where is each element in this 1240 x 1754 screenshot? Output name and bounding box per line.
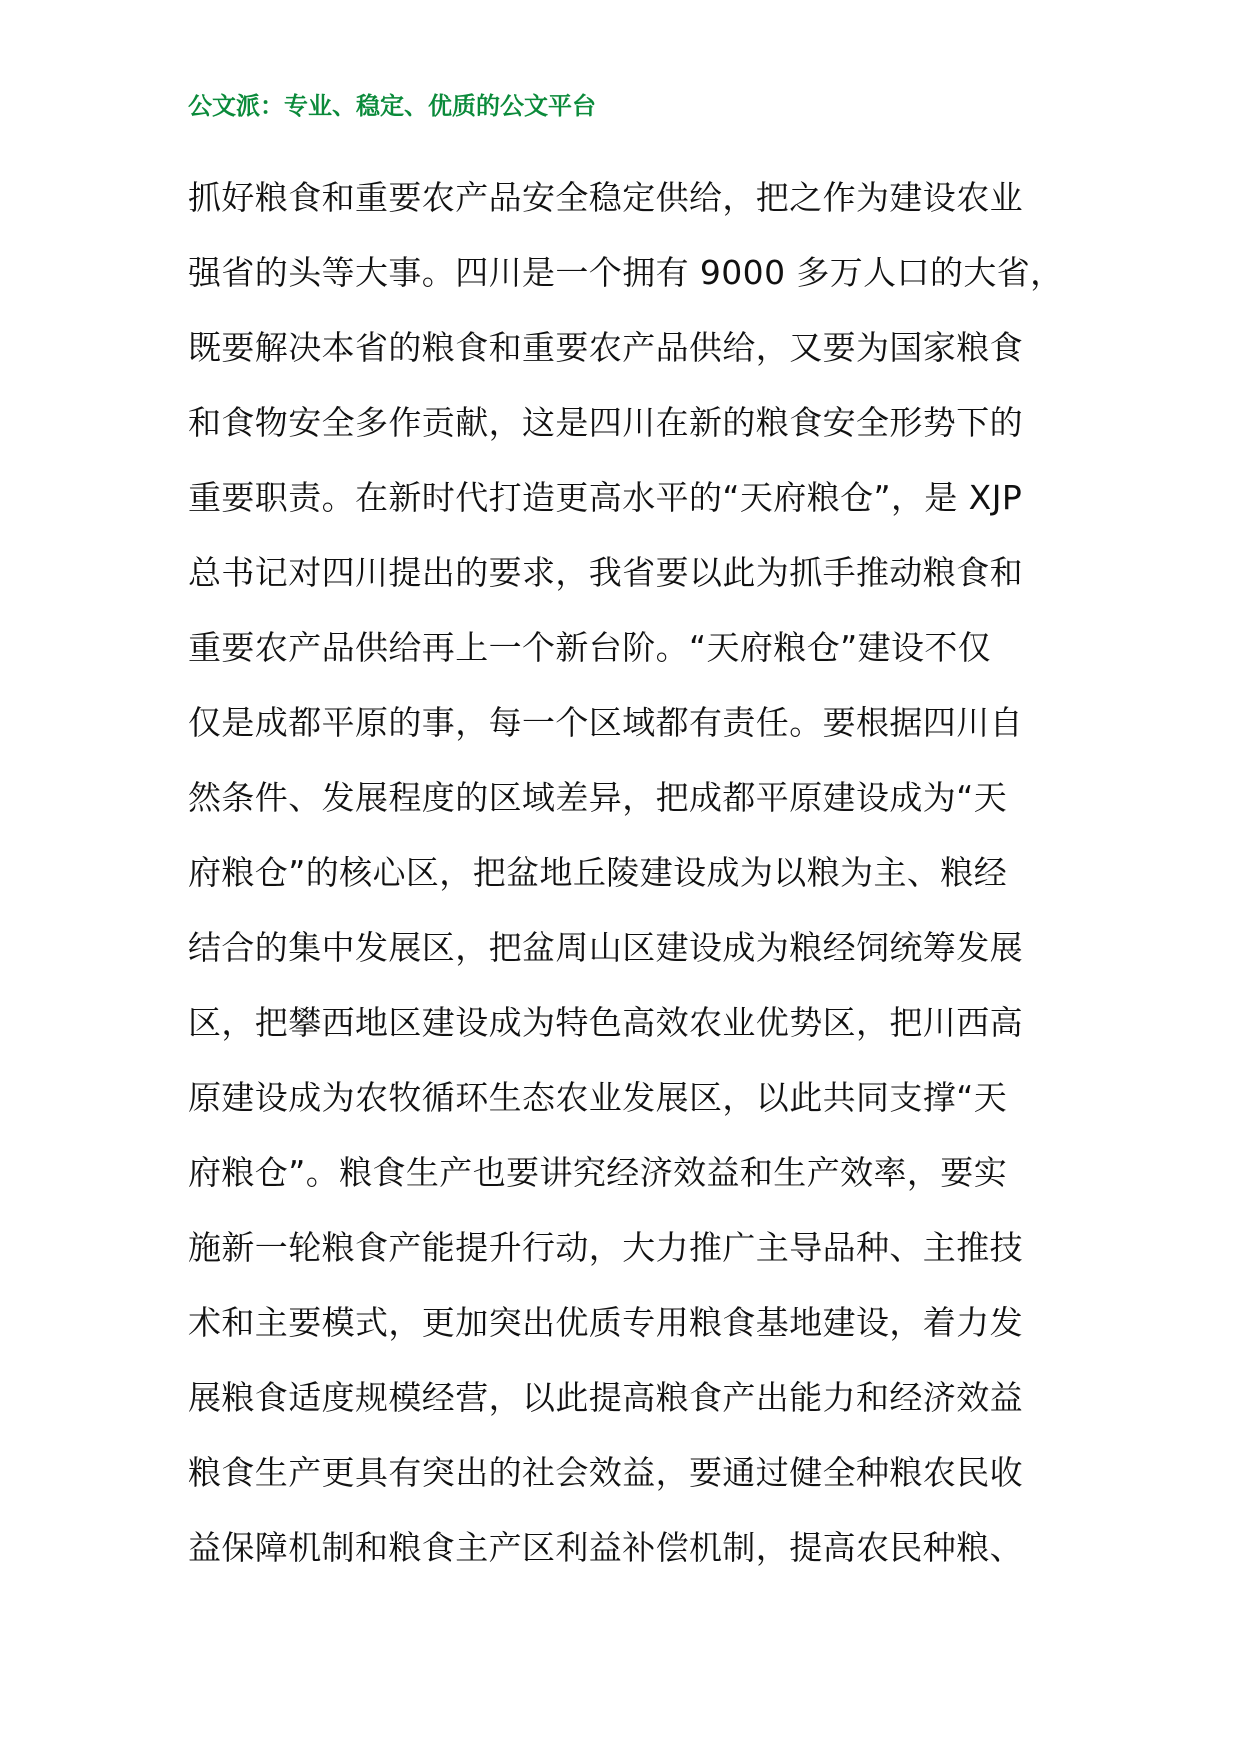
- paragraph-line: 施新一轮粮食产能提升行动，大力推广主导品种、主推技: [188, 1228, 1023, 1267]
- paragraph-line: 然条件、发展程度的区域差异，把成都平原建设成为“天: [188, 778, 1008, 817]
- paragraph-line: 重要职责。在新时代打造更高水平的“天府粮仓”，是 XJP: [188, 478, 1023, 517]
- paragraph-line: 和食物安全多作贡献，这是四川在新的粮食安全形势下的: [188, 403, 1023, 442]
- paragraph-line: 结合的集中发展区，把盆周山区建设成为粮经饲统筹发展: [188, 928, 1023, 967]
- paragraph-line: 粮食生产更具有突出的社会效益，要通过健全种粮农民收: [188, 1453, 1023, 1492]
- paragraph-line: 既要解决本省的粮食和重要农产品供给，又要为国家粮食: [188, 328, 1023, 367]
- paragraph-line: 益保障机制和粮食主产区利益补偿机制，提高农民种粮、: [188, 1528, 1023, 1567]
- paragraph-line: 术和主要模式，更加突出优质专用粮食基地建设，着力发: [188, 1303, 1023, 1342]
- paragraph-line: 原建设成为农牧循环生态农业发展区，以此共同支撑“天: [188, 1078, 1008, 1117]
- paragraph-line: 展粮食适度规模经营，以此提高粮食产出能力和经济效益: [188, 1378, 1023, 1417]
- paragraph-line: 府粮仓”的核心区，把盆地丘陵建设成为以粮为主、粮经: [188, 853, 1008, 892]
- paragraph-line: 区，把攀西地区建设成为特色高效农业优势区，把川西高: [188, 1003, 1023, 1042]
- paragraph-line: 抓好粮食和重要农产品安全稳定供给，把之作为建设农业: [188, 178, 1023, 217]
- body-paragraph: [188, 164, 1064, 1589]
- paragraph-line: 府粮仓”。粮食生产也要讲究经济效益和生产效率，要实: [188, 1153, 1008, 1192]
- paragraph-line: 仅是成都平原的事，每一个区域都有责任。要根据四川自: [188, 703, 1023, 742]
- paragraph-line: 总书记对四川提出的要求，我省要以此为抓手推动粮食和: [188, 553, 1023, 592]
- paragraph-line: 重要农产品供给再上一个新台阶。“天府粮仓”建设不仅: [188, 628, 992, 667]
- page-header: 公文派：专业、稳定、优质的公文平台: [188, 92, 596, 120]
- paragraph-line: 强省的头等大事。四川是一个拥有 9000 多万人口的大省，: [188, 253, 1064, 292]
